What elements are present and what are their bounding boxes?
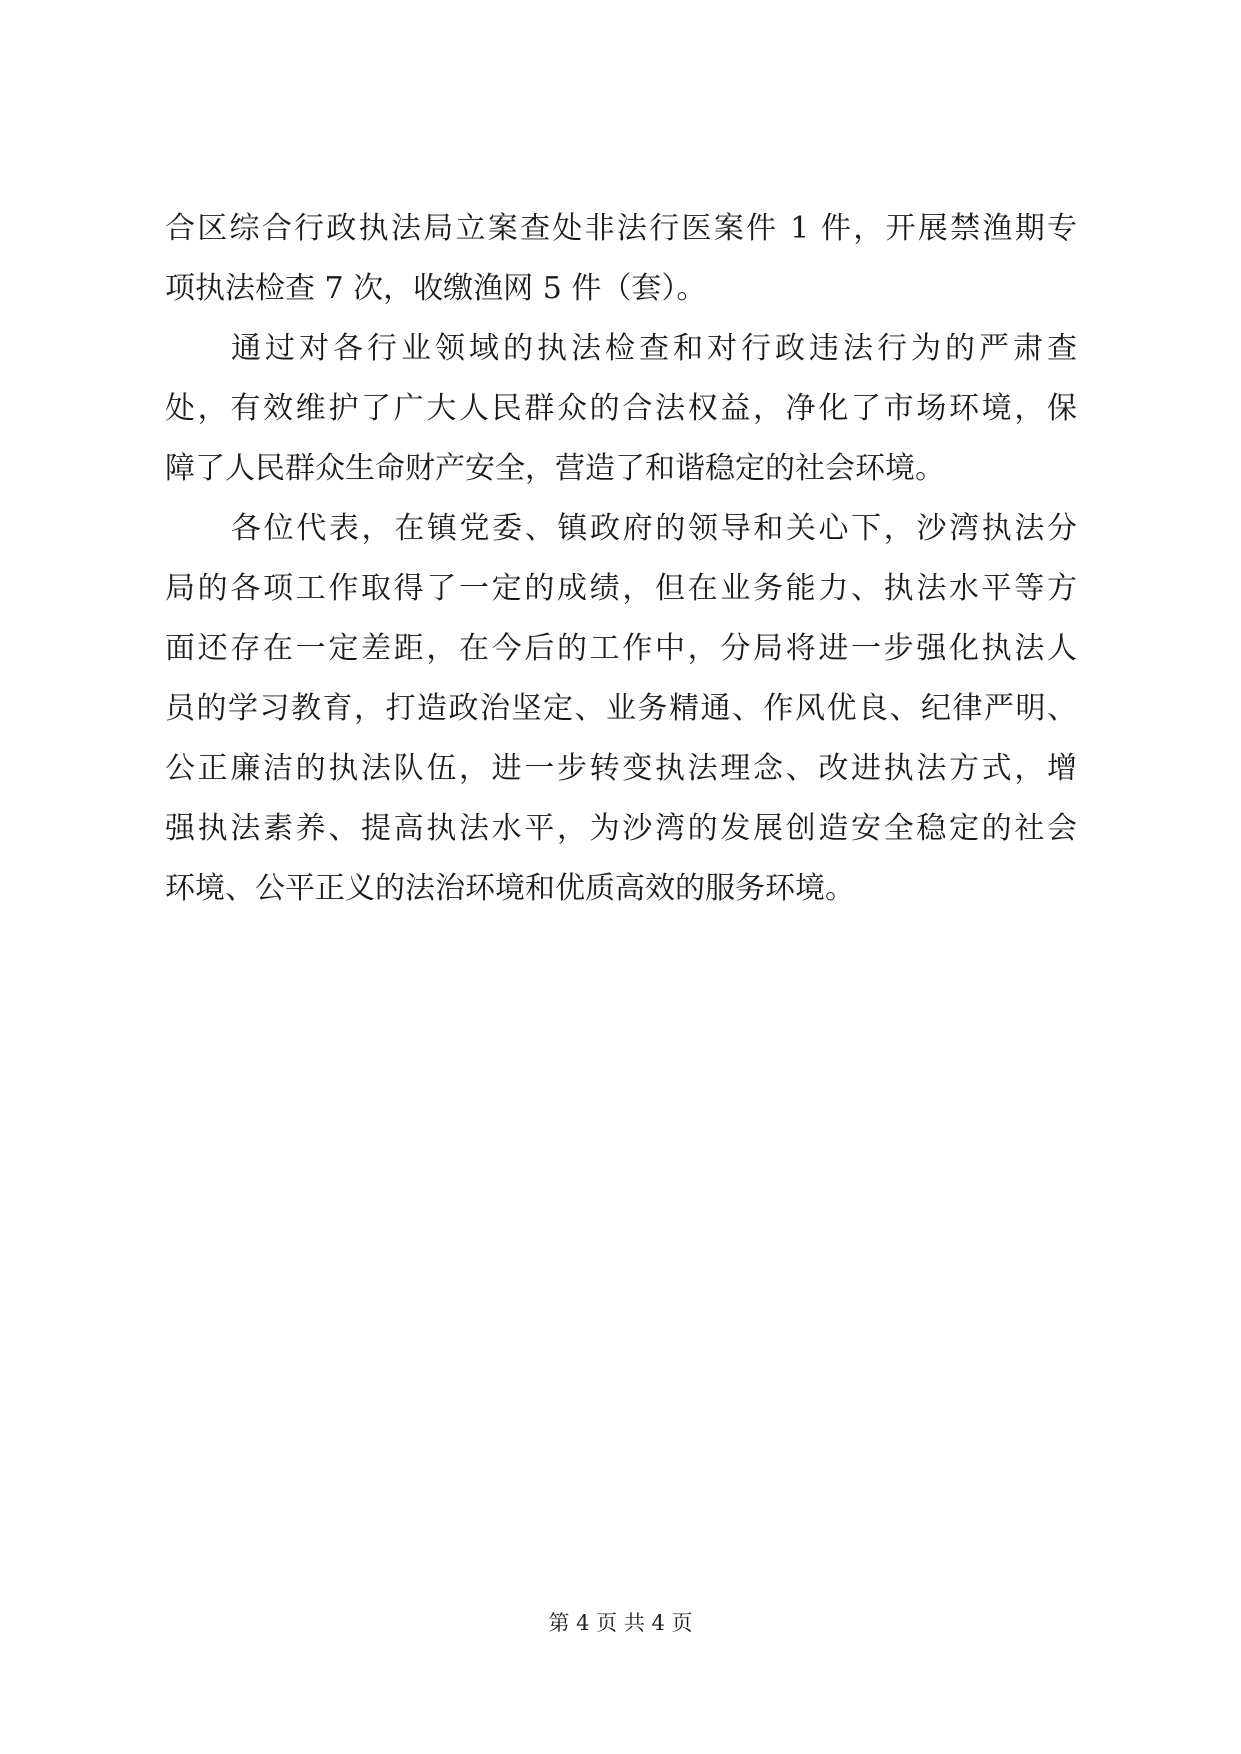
paragraph-3-line-4: 员的学习教育，打造政治坚定、业务精通、作风优良、纪律严明、 — [165, 691, 1077, 726]
paragraph-3-line-5: 公正廉洁的执法队伍，进一步转变执法理念、改进执法方式，增 — [165, 751, 1077, 786]
paragraph-3-line-2: 局的各项工作取得了一定的成绩，但在业务能力、执法水平等方 — [165, 571, 1077, 606]
paragraph-3-line-6: 强执法素养、提高执法水平，为沙湾的发展创造安全稳定的社会 — [165, 811, 1077, 846]
paragraph-3-line-3: 面还存在一定差距，在今后的工作中，分局将进一步强化执法人 — [165, 631, 1077, 666]
paragraph-2-line-3: 障了人民群众生命财产安全，营造了和谐稳定的社会环境。 — [165, 451, 945, 486]
paragraph-3-line-1: 各位代表，在镇党委、镇政府的领导和关心下，沙湾执法分 — [231, 511, 1077, 546]
paragraph-1-line-2: 项执法检查 7 次，收缴渔网 5 件（套）。 — [165, 271, 707, 306]
page-footer: 第 4 页 共 4 页 — [548, 1611, 693, 1635]
paragraph-1-line-1: 合区综合行政执法局立案查处非法行医案件 1 件，开展禁渔期专 — [165, 211, 1077, 246]
paragraph-2-line-2: 处，有效维护了广大人民群众的合法权益，净化了市场环境，保 — [165, 391, 1077, 426]
paragraph-3-line-7: 环境、公平正义的法治环境和优质高效的服务环境。 — [165, 871, 855, 906]
paragraph-2-line-1: 通过对各行业领域的执法检查和对行政违法行为的严肃查 — [231, 331, 1077, 366]
